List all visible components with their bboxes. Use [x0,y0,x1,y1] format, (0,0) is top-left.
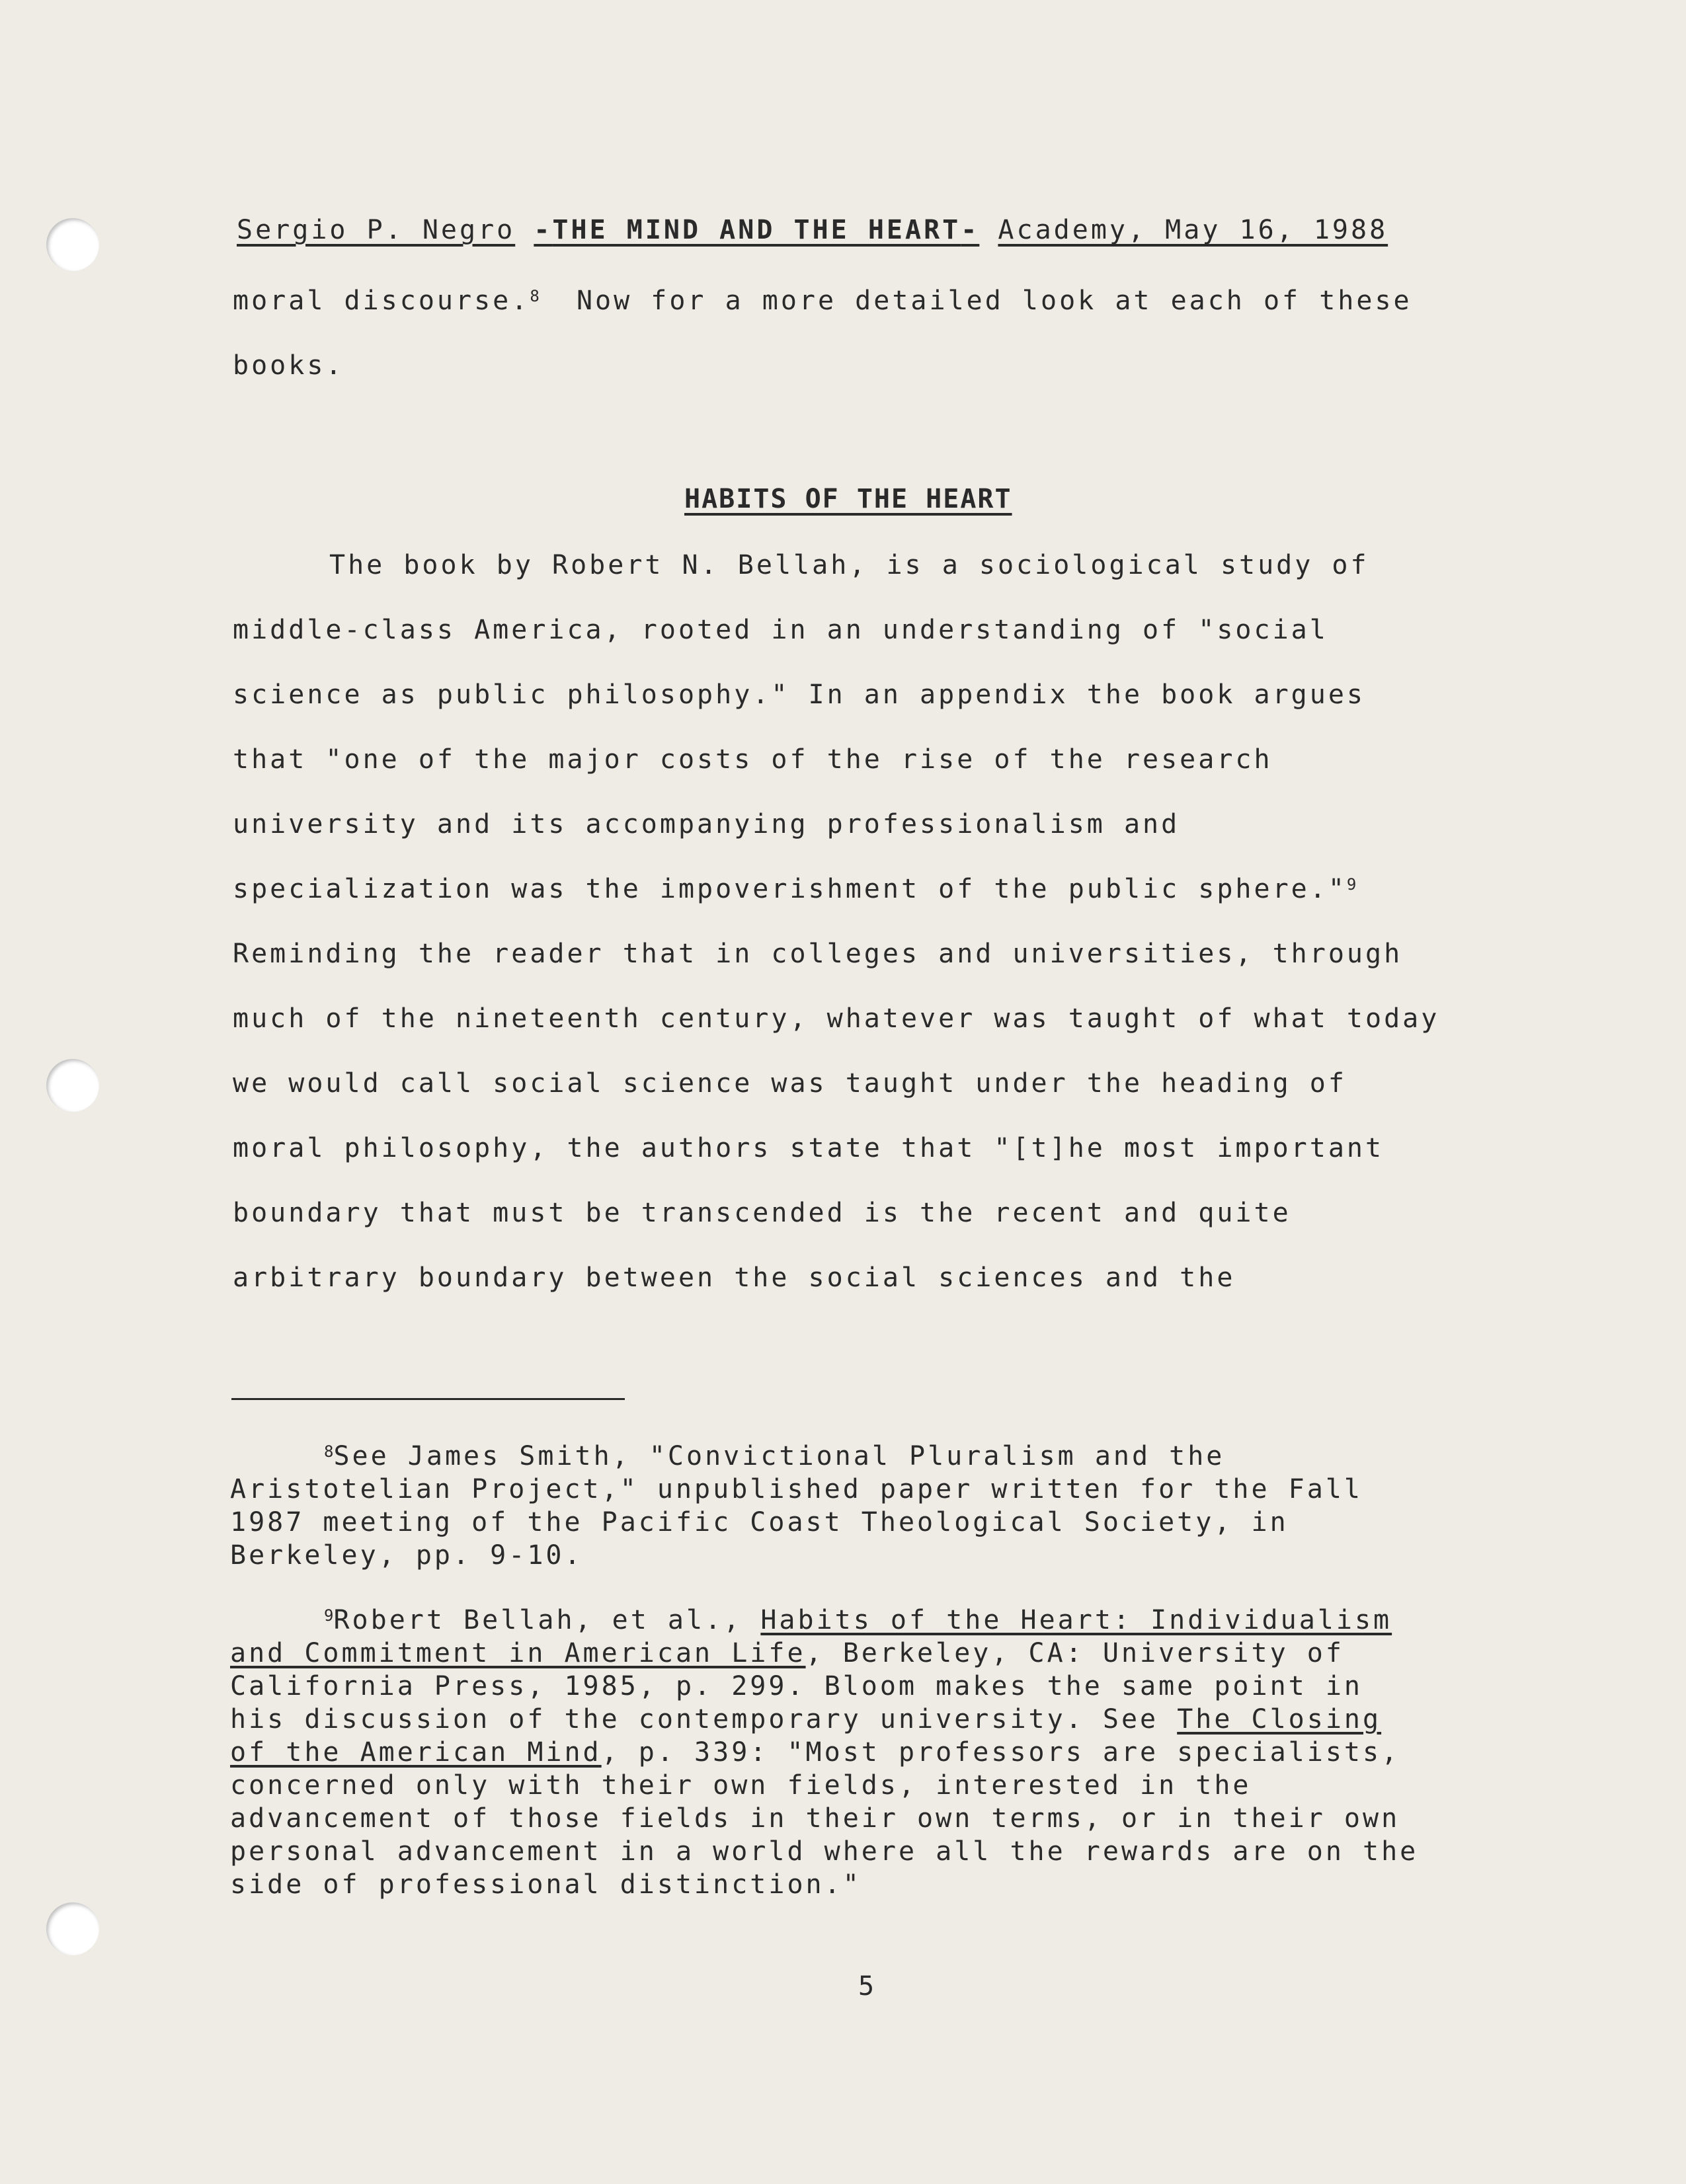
page-number: 5 [858,1971,875,2002]
header-dash: - [961,215,980,245]
footnote-ref: 9 [1346,875,1357,894]
binder-hole [46,1902,99,1955]
book-title: Habits of the Heart: Individualism [760,1605,1392,1635]
header-dash: - [534,215,553,245]
footnote-mark: 8 [324,1442,334,1461]
footnote-9-line: side of professional distinction." [230,1869,862,1900]
body-line: boundary that must be transcended is the recent and quite [233,1198,1291,1228]
footnote-text: , p. 339: "Most professors are specialists, [601,1737,1400,1768]
footnote-8-line: Berkeley, pp. 9-10. [230,1540,583,1571]
footnote-ref: 8 [530,287,540,305]
footnote-text: See James Smith, "Convictional Pluralism and the [333,1441,1225,1471]
footnote-text: his discussion of the contemporary university. See [230,1704,1178,1735]
footnote-mark: 9 [324,1606,334,1625]
footnote-8-line: 1987 meeting of the Pacific Coast Theological Society, in [230,1507,1289,1538]
footnote-8-line: Aristotelian Project," unpublished paper written for the Fall [230,1474,1363,1504]
section-title: HABITS OF THE HEART [684,484,1012,514]
footnote-9-line: California Press, 1985, p. 299. Bloom makes the same point in [230,1671,1363,1701]
body-text: specialization was the impoverishment of the public sphere." [233,874,1347,904]
header-title: THE MIND AND THE HEART [552,215,961,245]
book-title: and Commitment in American Life [230,1638,806,1668]
body-line [233,874,1356,904]
footnote-9-line [230,1704,1381,1735]
header-venue-date: Academy, May 16, 1988 [998,215,1388,245]
footnote-9-line: advancement of those fields in their own terms, or in their own [230,1803,1400,1834]
footnote-9-line [230,1737,1400,1768]
book-title: The Closing [1177,1704,1382,1735]
book-title: of the American Mind [230,1737,602,1768]
body-line: middle-class America, rooted in an understanding of "social [233,615,1328,645]
footnote-text: Robert Bellah, et al., [333,1605,761,1635]
body-line: Reminding the reader that in colleges and universities, through [233,939,1403,969]
header-author: Sergio P. Negro [237,215,516,245]
footnote-8-line [324,1441,1224,1471]
intro-text: moral discourse. [233,286,530,316]
body-line: moral philosophy, the authors state that "[t]he most important [233,1133,1385,1163]
intro-text: Now for a more detailed look at each of these [576,286,1412,316]
footnote-9-line [324,1605,1392,1635]
intro-line [233,286,1412,316]
running-header [237,215,1388,245]
body-line: The book by Robert N. Bellah, is a sociological study of [329,550,1369,580]
intro-line: books. [233,350,344,381]
binder-hole [46,1059,99,1112]
body-line: that "one of the major costs of the rise of the research [233,744,1273,775]
body-line: we would call social science was taught under the heading of [233,1068,1347,1099]
binder-hole [46,218,99,271]
footnote-divider [231,1398,625,1400]
footnote-9-line: concerned only with their own fields, interested in the [230,1770,1252,1801]
body-line: science as public philosophy." In an appendix the book argues [233,680,1366,710]
footnote-text: , Berkeley, CA: University of [805,1638,1344,1668]
body-line: much of the nineteenth century, whatever was taught of what today [233,1003,1440,1034]
body-line: arbitrary boundary between the social sciences and the [233,1263,1236,1293]
body-line: university and its accompanying professionalism and [233,809,1180,839]
footnote-9-line: personal advancement in a world where all the rewards are on the [230,1836,1419,1867]
footnote-9-line [230,1638,1344,1668]
